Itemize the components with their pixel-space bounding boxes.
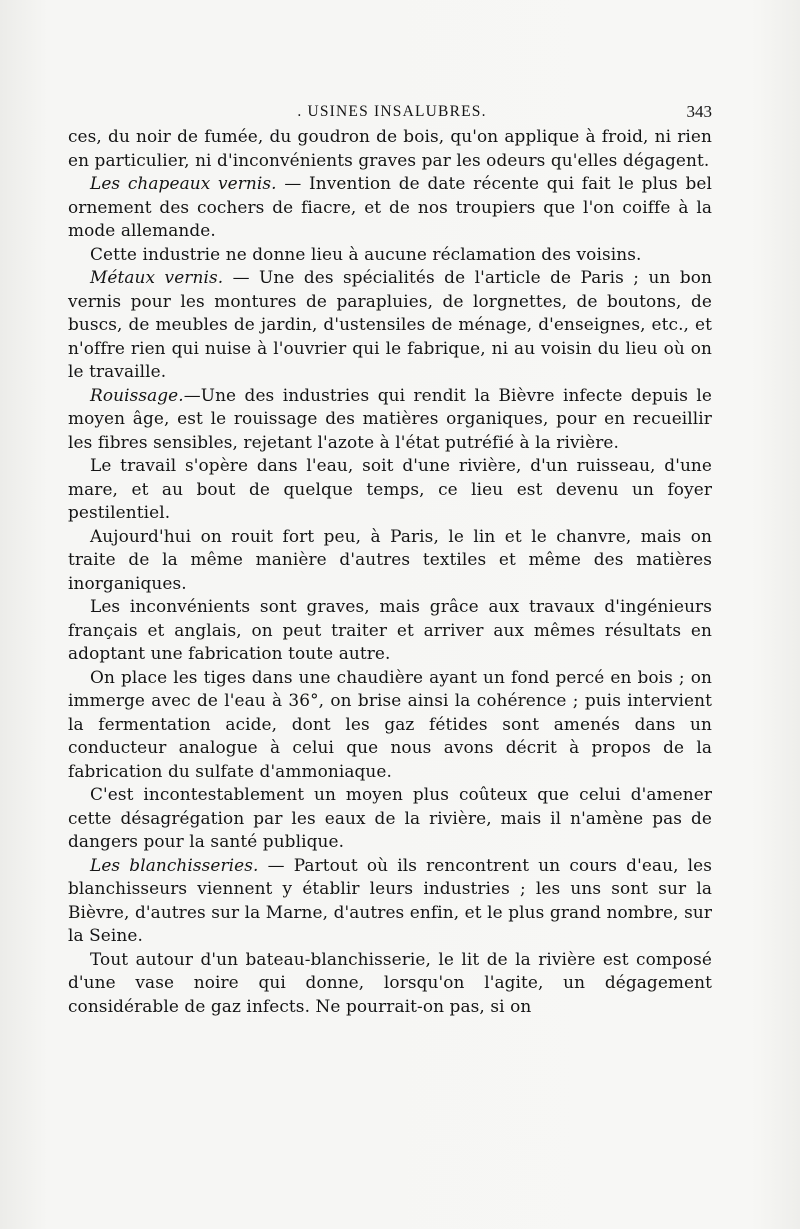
paragraph-text: Cette industrie ne donne lieu à aucune réclamation des voisins. xyxy=(90,243,642,264)
paragraph-11 xyxy=(68,948,712,1019)
paragraph-6 xyxy=(68,525,712,596)
paragraph-5 xyxy=(68,454,712,525)
section-heading-blanchisseries: Les blanchisseries. xyxy=(90,854,259,875)
page-number: 343 xyxy=(686,102,712,121)
paragraph-7 xyxy=(68,595,712,666)
section-heading-rouissage: Rouissage. xyxy=(90,384,184,405)
body-text xyxy=(68,125,712,1018)
paragraph-text: Le travail s'opère dans l'eau, soit d'une rivière, d'un ruisseau, d'une mare, et au bout de quelque temps, ce lieu est devenu un foyer pestilentiel. xyxy=(68,455,712,522)
paragraph-text: ces, du noir de fumée, du goudron de bois, qu'on applique à froid, ni rien en particulier, ni d'inconvénients graves par les odeurs qu'elles dégagent. xyxy=(68,126,712,170)
paragraph-9 xyxy=(68,783,712,854)
paragraph-text: On place les tiges dans une chaudière ayant un fond percé en bois ; on immerge avec de l'eau à 36°, on brise ainsi la cohérence ; puis intervient la fermentation acide, dont les gaz fétides sont amenés dans un conducteur analogue à celui que nous avons décrit à propos de la fabrication du sulfate d'ammoniaque. xyxy=(68,666,712,781)
paragraph-8 xyxy=(68,666,712,784)
paragraph-text: Tout autour d'un bateau-blanchisserie, le lit de la rivière est composé d'une vase noire qui donne, lorsqu'on l'agite, un dégagement considérable de gaz infects. Ne pourrait-on pas, si on xyxy=(68,948,712,1016)
paragraph-text: — Une des spécialités de l'article de Paris ; un bon vernis pour les montures de parapluies, de lorgnettes, de boutons, de buscs, de meubles de jardin, d'ustensiles de ménage, d'enseignes, etc., et n'offre rien qui nuise à l'ouvrier qui le fabrique, ni au voisin du lieu où on le travaille. xyxy=(68,267,712,381)
paragraph-text: C'est incontestablement un moyen plus coûteux que celui d'amener cette désagrégation par les eaux de la rivière, mais il n'amène pas de dangers pour la santé publique. xyxy=(68,784,712,851)
paragraph-rouissage xyxy=(68,384,712,455)
section-heading-chapeaux-vernis: Les chapeaux vernis. xyxy=(90,173,277,193)
paragraph-text: — Invention de date récente qui fait le plus bel ornement des cochers de fiacre, et de nos troupiers que l'on coiffe à la mode allemande. xyxy=(68,173,712,240)
paragraph-text: —Une des industries qui rendit la Bièvre infecte depuis le moyen âge, est le rouissage des matières organiques, pour en recueillir les fibres sensibles, rejetant l'azote à l'état putréfié à la rivière. xyxy=(68,384,712,452)
paragraph-blanchisseries xyxy=(68,854,712,948)
paragraph-2 xyxy=(68,243,712,267)
running-title: . USINES INSALUBRES. xyxy=(297,103,487,120)
paragraph-text: Les inconvénients sont graves, mais grâce aux travaux d'ingénieurs français et anglais, on peut traiter et arriver aux mêmes résultats en adoptant une fabrication toute autre. xyxy=(68,596,712,663)
paragraph-chapeaux-vernis xyxy=(68,172,712,243)
paragraph-metaux-vernis xyxy=(68,266,712,384)
paragraph-0 xyxy=(68,125,712,172)
paragraph-text: — Partout où ils rencontrent un cours d'eau, les blanchisseurs viennent y établir leurs industries ; les uns sont sur la Bièvre, d'autres sur la Marne, d'autres enfin, et le plus grand nombre, sur la Seine. xyxy=(68,854,712,945)
section-heading-metaux-vernis: Métaux vernis. xyxy=(90,267,224,287)
paragraph-text: Aujourd'hui on rouit fort peu, à Paris, le lin et le chanvre, mais on traite de la même manière d'autres textiles et même des matières inorganiques. xyxy=(68,525,712,593)
page-header xyxy=(72,100,712,124)
